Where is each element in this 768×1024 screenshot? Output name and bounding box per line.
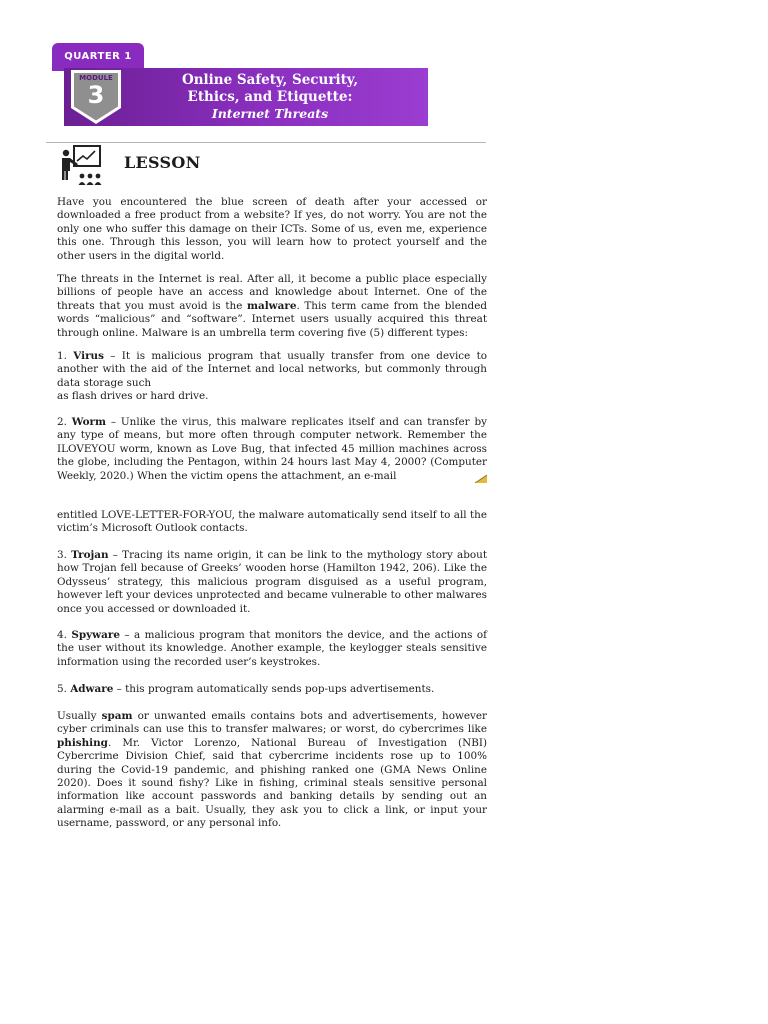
header-divider: [46, 142, 486, 143]
lesson-heading: LESSON: [124, 153, 201, 172]
term-trojan: Trojan: [71, 549, 109, 561]
list-item-virus: 1. Virus – It is malicious program that usually transfer from one device to another with the aid of the Internet and local networks, but commonly through data storage such as flash drives or hard drive.: [57, 350, 488, 403]
intro-paragraph: Have you encountered the blue screen of death after your accessed or downloaded a free product from a website? If yes, do not worry. You are not the only one who suffer this damage on their ICTs. Some of us, even me, experience this one. Through this lesson, you will learn how to protect yourself and the other users in the digital world.: [57, 196, 487, 262]
phishing-paragraph: Usually spam or unwanted emails contains bots and advertisements, however cyber criminals can use this to transfer malwares; or worst, do cybercrimes like phishing. Mr. Victor Lorenzo, National Bureau of Investigation (NBI) Cybercrime Division Chief, said that cybercrime incidents rose up to 100% during the Covid-19 pandemic, and phishing ranked one (GMA News Online 2020). Does it sound fishy? Like in fishing, criminal steals sensitive personal information like account passwords and banking details by sending out an alarming e-mail as a bait. Usually, they ask you to click a link, or input your username, password, or any personal info.: [57, 710, 488, 830]
teacher-presentation-icon: [58, 145, 104, 187]
module-label: MODULE: [79, 74, 113, 82]
term-virus: Virus: [73, 350, 104, 362]
module-badge: [69, 70, 123, 124]
term-malware: malware: [247, 299, 297, 312]
term-adware: Adware: [70, 683, 114, 695]
worm-continuation: entitled LOVE-LETTER-FOR-YOU, the malware automatically send itself to all the victim’s Microsoft Outlook contacts.: [57, 509, 487, 535]
term-phishing: phishing: [57, 736, 108, 749]
folded-corner-icon: [474, 474, 488, 484]
term-spam: spam: [101, 710, 133, 722]
malware-paragraph: The threats in the Internet is real. After all, it become a public place especially billions of people have an access and knowledge about Internet. One of the threats that you must avoid is the malware. This term came from the blended words “malicious” and “software”. Internet users usually acquired this threat through online. Malware is an umbrella term covering five (5) different types:: [57, 273, 488, 339]
module-title-line1: Online Safety, Security,: [181, 72, 359, 88]
list-item-adware: 5. Adware – this program automatically sends pop-ups advertisements.: [57, 683, 435, 695]
term-worm: Worm: [71, 416, 107, 428]
module-number: 3: [87, 81, 105, 109]
quarter-tab: QUARTER 1: [52, 43, 144, 71]
list-item-trojan: 3. Trojan – Tracing its name origin, it can be link to the mythology story about how Trojan fell because of Greeks’ wooden horse (Hamilton 1942, 206). Like the Odysseus’ strategy, this malicious program disguised as a useful program, however left your devices unprotected and became vulnerable to other malwares once you accessed or downloaded it.: [57, 549, 488, 615]
list-item-spyware: 4. Spyware – a malicious program that monitors the device, and the actions of the user without its knowledge. Another example, the keylogger steals sensitive information using the recorded user’s keystrokes.: [57, 629, 488, 668]
list-item-worm: 2. Worm – Unlike the virus, this malware replicates itself and can transfer by any type of means, but more often through computer network. Remember the ILOVEYOU worm, known as Love Bug, that infected 45 million machines across the globe, including the Pentagon, within 24 hours last May 4, 2000? (Computer Weekly, 2020.) When the victim opens the attachment, an e-mail: [57, 416, 487, 482]
module-subtitle: Internet Threats: [211, 106, 329, 121]
module-title-line2: Ethics, and Etiquette:: [187, 89, 353, 105]
term-spyware: Spyware: [71, 629, 120, 641]
module-title: [120, 72, 420, 106]
